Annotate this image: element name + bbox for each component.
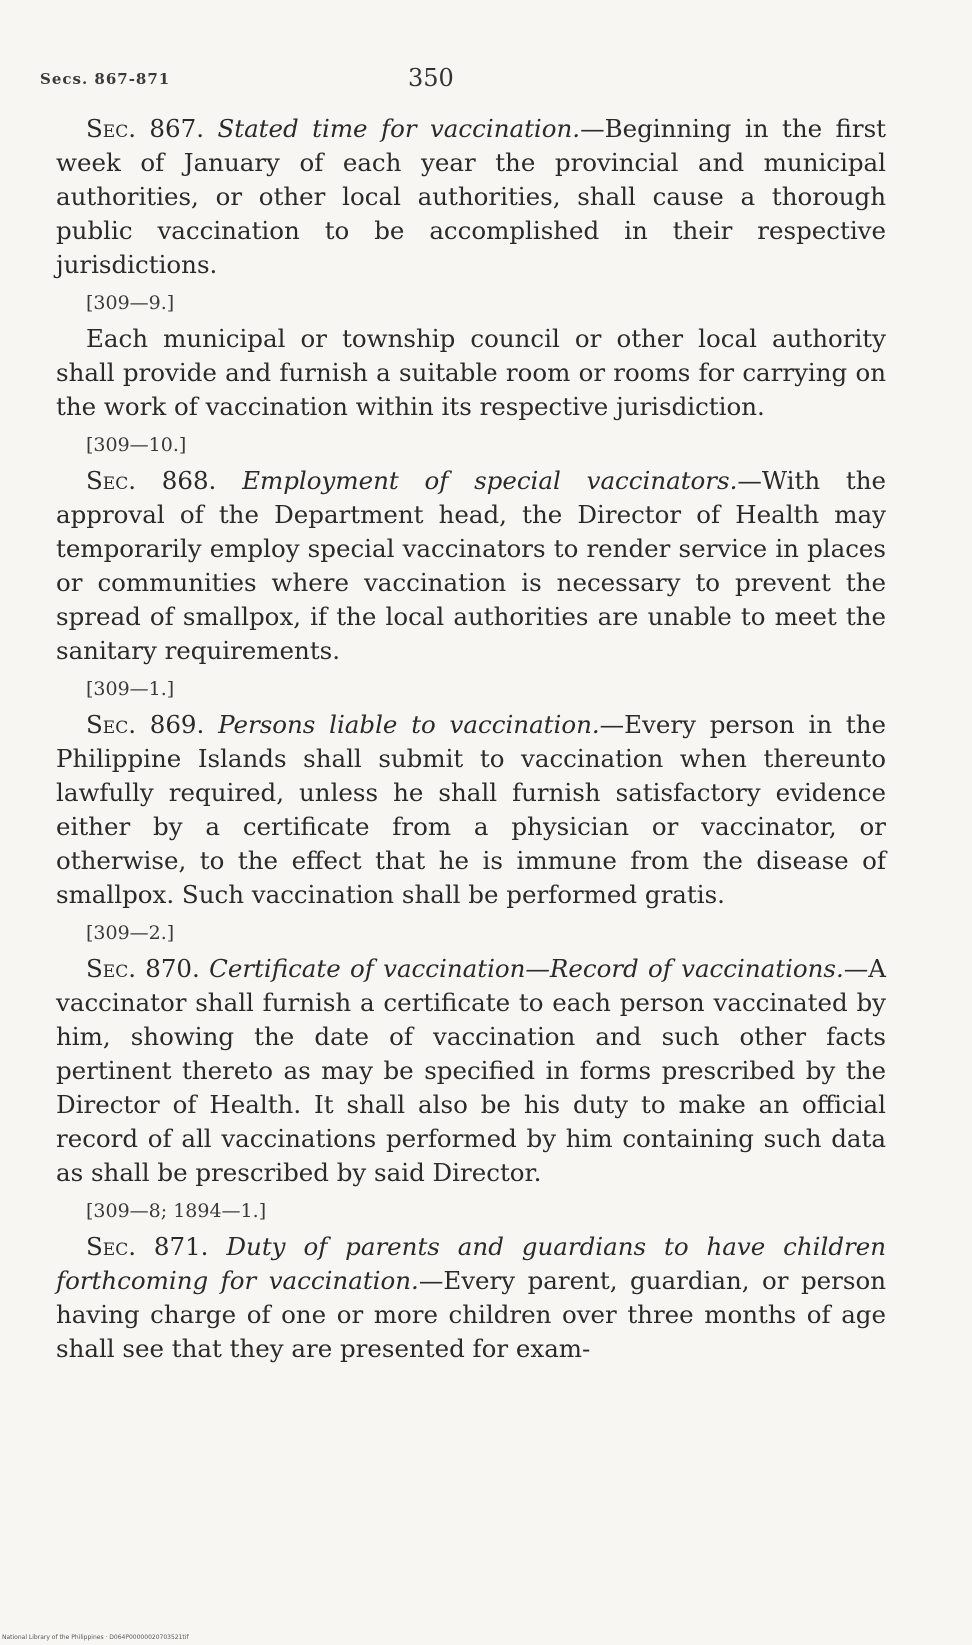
body-text [56, 112, 886, 1366]
citation: [309—10.] [86, 434, 187, 456]
section-text: —A vaccinator shall furnish a certificate to each person vaccinated by him, showing the date of vaccination and such other facts pertinent thereto as may be specified in forms prescribed by the Director of Health. It shall also be his duty to make an official record of all vaccinations performed by him containing such data as shall be prescribed by said Director. [56, 954, 886, 1187]
section-title: Employment of special vaccinators. [242, 466, 738, 495]
section-text: —Beginning in the first week of January of each year the provincial and municipal authorities, or other local authorities, shall cause a thorough public vaccination to be accomplished in their respective jurisdictions. [56, 114, 887, 279]
section-label: Sec. 870. [86, 954, 200, 983]
running-head: Secs. 867-871 [40, 70, 171, 88]
section-title: Certificate of vaccination—Record of vaccinations. [209, 954, 844, 983]
section-869 [56, 708, 886, 912]
section-868 [56, 464, 886, 668]
citation: [309—9.] [86, 292, 175, 314]
section-title: Persons liable to vaccination. [218, 710, 600, 739]
section-title: Duty of parents and guardians to have children forthcoming for vaccination. [56, 1232, 887, 1295]
section-label: Sec. 871. [86, 1232, 209, 1261]
section-label: Sec. 867. [86, 114, 204, 143]
section-867 [56, 112, 886, 282]
section-text: Each municipal or township council or other local authority shall provide and furnish a suitable room or rooms for carrying on the work of vaccination within its respective jurisdiction. [56, 324, 886, 421]
section-text: —Every parent, guardian, or person having charge of one or more children over three months of age shall see that they are presented for exam- [56, 1266, 886, 1363]
scan-footer: National Library of the Philippines · D064P00000020703521tif [2, 1634, 189, 1641]
citation: [309—1.] [86, 678, 175, 700]
page-number: 350 [408, 64, 454, 92]
section-label: Sec. 869. [86, 710, 205, 739]
page-header [40, 64, 880, 98]
section-text: —Every person in the Philippine Islands shall submit to vaccination when thereunto lawfully required, unless he shall furnish satisfactory evidence either by a certificate from a physician or vaccinator, or otherwise, to the effect that he is immune from the disease of smallpox. Such vaccination shall be performed gratis. [56, 710, 886, 909]
section-title: Stated time for vaccination. [217, 114, 581, 143]
section-867-paragraph-2 [56, 322, 886, 424]
section-871 [56, 1230, 886, 1366]
section-text: —With the approval of the Department head, the Director of Health may temporarily employ special vaccinators to render service in places or communities where vaccination is necessary to prevent the spread of smallpox, if the local authorities are unable to meet the sanitary requirements. [56, 466, 887, 665]
citation: [309—2.] [86, 922, 175, 944]
section-label: Sec. 868. [86, 466, 217, 495]
section-870 [56, 952, 886, 1190]
citation: [309—8; 1894—1.] [86, 1200, 267, 1222]
